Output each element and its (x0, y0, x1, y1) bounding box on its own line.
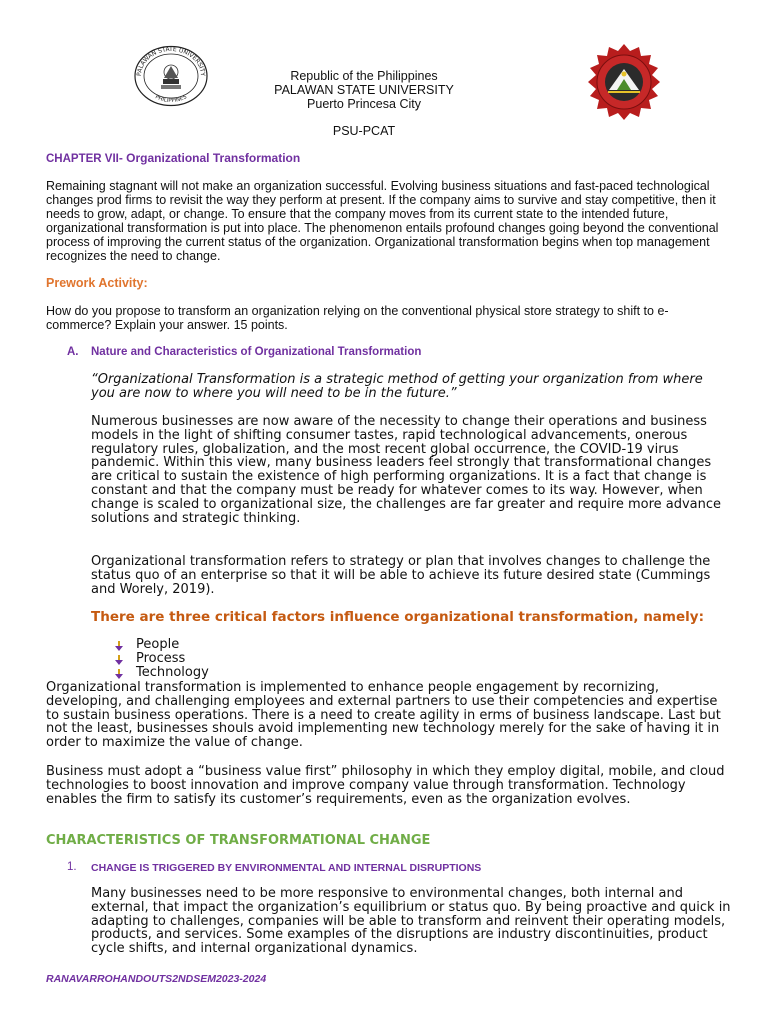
chapter-heading (46, 151, 300, 166)
characteristics-heading: CHARACTERISTICS OF TRANSFORMATIONAL CHANGE (46, 833, 431, 848)
section-a-paragraph-2: Organizational transformation refers to strategy or plan that involves changes to challenge the status quo of an enterprise so that it will be able to achieve its future desired state (Cummings and Worely, 2019). (91, 554, 711, 597)
characteristic-1-marker: 1. (67, 861, 77, 873)
section-a-marker: A. (67, 346, 79, 358)
section-a-paragraph-1: Numerous businesses are now aware of the necessity to change their operations and business models in the light of shifting consumer tastes, rapid technological advancements, onerous regulatory rules, globalization, and the most recent global occurrence, the COVID-19 virus pandemic. Within this view, many business leaders feel strongly that transformational changes are critical to sustain the existence of high performing organizations. It is a fact that change is constant and that the company must be ready for whatever comes to its way. However, when change is scaled to organizational size, the challenges are far greater and require more advance solutions and strategic thinking. (91, 414, 722, 526)
svg-text:PALAWAN STATE UNIVERSITY: PALAWAN STATE UNIVERSITY (135, 45, 207, 77)
header-city: Puerto Princesa City (307, 97, 421, 111)
header-republic: Republic of the Philippines (290, 69, 438, 83)
factors-heading: There are three critical factors influence organizational transformation, namely: (91, 609, 704, 625)
header-campus: PSU-PCAT (332, 124, 396, 138)
section-a-heading: Nature and Characteristics of Organizational Transformation (91, 346, 422, 358)
chapter-title: - Organizational Transformation (118, 151, 301, 165)
prework-heading: Prework Activity: (46, 276, 148, 290)
header-university: PALAWAN STATE UNIVERSITY (274, 83, 454, 97)
arrow-bullet-icon (113, 668, 125, 680)
intro-paragraph: Remaining stagnant will not make an organization successful. Evolving business situations and fast-paced technological changes prod firms to revisit the way they perform at present. If the company aims to survive and stay competitive, then it needs to grow, adapt, or change. To ensure that the company moves from its current state to the intended future, organizational transformation is put into place. The phenomenon entails profound changes going beyond the conventional process of improving the current status of the organization. Organizational transformation begins when top management recognizes the need to change. (46, 179, 719, 263)
characteristic-1-heading: CHANGE IS TRIGGERED BY ENVIRONMENTAL AND INTERNAL DISRUPTIONS (91, 862, 482, 874)
svg-text:PHILIPPINES: PHILIPPINES (154, 94, 188, 105)
factor-people: People (136, 637, 180, 652)
footer-text: RANAVARROHANDOUTS2NDSEM2023-2024 (46, 973, 267, 985)
section-a-paragraph-4: Business must adopt a “business value first” philosophy in which they employ digital, mobile, and cloud technologies to boost innovation and improve company value through transformation. Technology enables the firm to satisfy its customer’s requirements, even as the organization evolves. (46, 764, 725, 807)
factor-process: Process (136, 651, 186, 666)
section-a-paragraph-3: Organizational transformation is implemented to enhance people engagement by recornizing, developing, and challenging employees and external partners to use their competencies and expertise to sustain business operations. There is a need to create agility in erms of business landscape. Last but not the least, businesses shouls avoid implementing new technology merely for the sake of having it in order to maximize the value of change. (46, 680, 721, 751)
transformation-quote: “Organizational Transformation is a strategic method of getting your organization from where you are now to where you will need to be in the future.” (91, 372, 703, 401)
factor-technology: Technology (136, 665, 209, 680)
arrow-bullet-icon (113, 640, 125, 652)
chapter-prefix: CHAPTER VII (46, 153, 119, 165)
arrow-bullet-icon (113, 654, 125, 666)
characteristic-1-text: Many businesses need to be more responsive to environmental changes, both internal and external, that impact the organization’s equilibrium or status quo. By being proactive and quick in adapting to challenges, companies will be able to transform and reinvent their operating models, products, and services. Some examples of the disruptions are industry discontinuities, product cycle shifts, and internal organizational dynamics. (91, 886, 731, 957)
prework-question: How do you propose to transform an organization relying on the conventional physical store strategy to shift to e-commerce? Explain your answer. 15 points. (46, 304, 669, 332)
